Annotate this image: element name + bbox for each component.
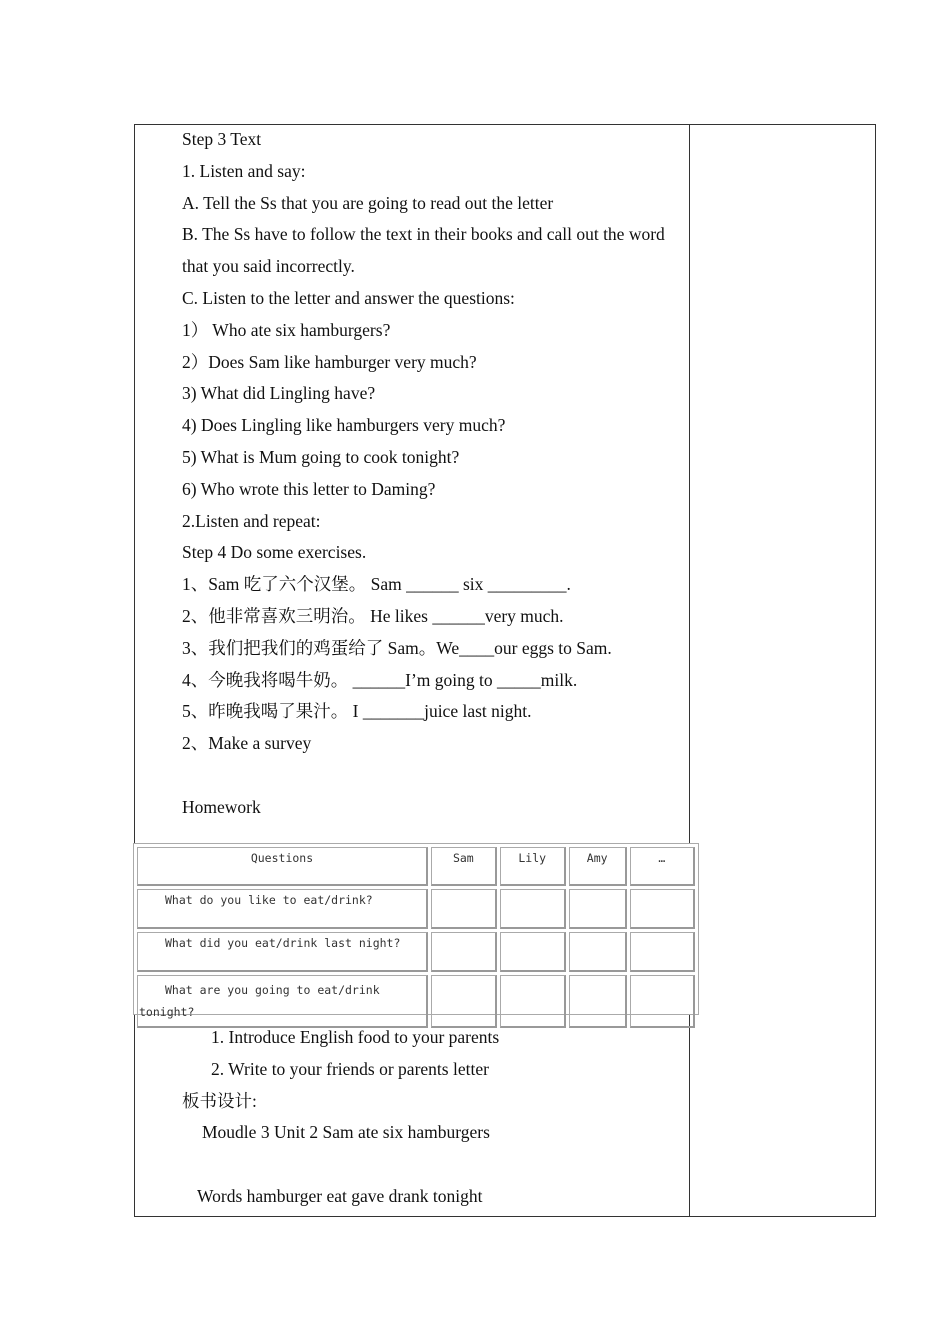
board-words: Words hamburger eat gave drank tonight (197, 1185, 483, 1206)
answer-cell[interactable] (569, 889, 627, 929)
lesson-content (182, 124, 687, 824)
survey-row (137, 889, 695, 929)
exercise-2: 2、他非常喜欢三明治。 He likes ______very much. (182, 605, 564, 626)
question-4: 4) Does Lingling like hamburgers very much? (182, 415, 506, 436)
homework-item-2: 2. Write to your friends or parents letter (211, 1058, 489, 1079)
answer-cell[interactable] (630, 889, 695, 929)
homework-and-board (182, 1022, 687, 1213)
homework-heading: Homework (182, 796, 261, 817)
survey-question-1: What do you like to eat/drink? (165, 893, 373, 907)
answer-cell[interactable] (431, 889, 497, 929)
survey-header-row (137, 847, 695, 886)
answer-cell[interactable] (500, 975, 566, 1028)
homework-item-1: 1. Introduce English food to your parents (211, 1027, 500, 1047)
header-amy: Amy (569, 847, 627, 886)
answer-cell[interactable] (569, 975, 627, 1028)
survey-table (133, 843, 699, 1019)
answer-cell[interactable] (630, 975, 695, 1028)
survey-row (137, 932, 695, 972)
exercise-1: 1、Sam 吃了六个汉堡。 Sam ______ six _________. (182, 574, 571, 595)
exercise-3: 3、我们把我们的鸡蛋给了 Sam。We____our eggs to Sam. (182, 637, 612, 658)
exercise-4: 4、今晚我将喝牛奶。 ______I’m going to _____milk. (182, 669, 578, 690)
board-title: Moudle 3 Unit 2 Sam ate six hamburgers (202, 1122, 490, 1143)
make-survey-heading: 2、Make a survey (182, 733, 312, 754)
survey-question-3: What are you going to eat/drink tonight? (139, 983, 380, 1019)
spacer (182, 1149, 687, 1181)
survey-question-2: What did you eat/drink last night? (165, 936, 401, 950)
survey-row (137, 975, 695, 1028)
answer-cell[interactable] (431, 932, 497, 972)
step-a: A. Tell the Ss that you are going to read out the letter (182, 192, 554, 213)
header-sam: Sam (431, 847, 497, 886)
answer-cell[interactable] (569, 932, 627, 972)
header-more: … (630, 847, 695, 886)
answer-cell[interactable] (431, 975, 497, 1028)
column-divider (689, 124, 690, 1217)
question-5: 5) What is Mum going to cook tonight? (182, 446, 460, 467)
step-c: C. Listen to the letter and answer the questions: (182, 287, 515, 308)
answer-cell[interactable] (500, 932, 566, 972)
step3-heading: Step 3 Text (182, 129, 262, 149)
step-b: B. The Ss have to follow the text in their books and call out the word that you said incorrectly. (182, 224, 665, 277)
question-3: 3) What did Lingling have? (182, 383, 376, 404)
listen-repeat-heading: 2.Listen and repeat: (182, 510, 321, 531)
exercise-5: 5、昨晚我喝了果汁。 I _______juice last night. (182, 701, 532, 722)
listen-say-heading: 1. Listen and say: (182, 160, 306, 181)
header-questions: Questions (137, 847, 428, 886)
answer-cell[interactable] (500, 889, 566, 929)
header-lily: Lily (500, 847, 566, 886)
question-6: 6) Who wrote this letter to Daming? (182, 478, 436, 499)
board-design-label: 板书设计: (182, 1090, 257, 1111)
question-1: 1） Who ate six hamburgers? (182, 319, 391, 340)
question-2: 2）Does Sam like hamburger very much? (182, 351, 477, 372)
spacer (182, 760, 687, 792)
answer-cell[interactable] (630, 932, 695, 972)
step4-heading: Step 4 Do some exercises. (182, 542, 367, 563)
